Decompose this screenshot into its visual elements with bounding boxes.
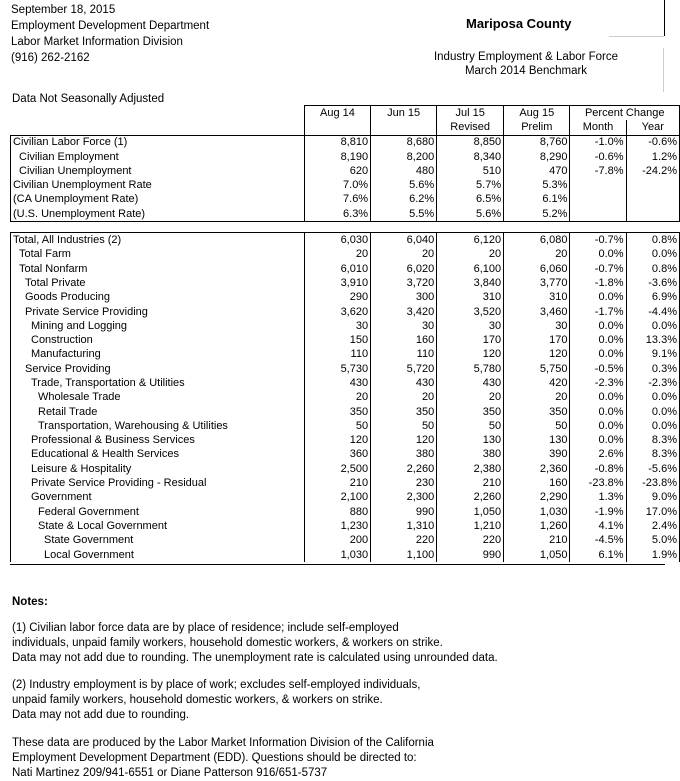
note-3-line: These data are produced by the Labor Market Information Division of the California [12,737,434,749]
cell-value: 6,080 [504,233,570,248]
cell-value: 6.3% [304,207,370,222]
cell-value: 5,750 [504,362,570,376]
cell-value: 8,190 [304,150,370,164]
cell-value: 5,730 [304,362,370,376]
row-label: Private Service Providing - Residual [11,476,305,490]
cell-value: 13.3% [626,333,679,347]
cell-value: 0.0% [570,291,626,305]
cell-value: 8.3% [626,448,679,462]
cell-value: 2,300 [371,491,437,505]
cell-value: -0.6% [626,135,679,150]
cell-value: -0.7% [570,233,626,248]
cell-value: 880 [304,505,370,519]
cell-value: 5,720 [371,362,437,376]
table-row [11,248,680,262]
cell-value: 210 [437,476,504,490]
note-1-line: Data may not add due to rounding. The unemployment rate is calculated using unrounded data. [12,652,498,664]
phone-number: (916) 262-2162 [11,52,90,64]
cell-value: 210 [504,534,570,548]
cell-value: 6,040 [371,233,437,248]
table-row [11,419,680,433]
cell-value: 3,620 [304,305,370,319]
cell-value: 30 [304,319,370,333]
divider [663,48,664,92]
note-1-line: individuals, unpaid family workers, household domestic workers, & workers on strike. [12,637,443,649]
cell-value: 0.0% [570,248,626,262]
cell-value: 290 [304,291,370,305]
cell-value: 6.1% [570,548,626,562]
cell-value: 390 [504,448,570,462]
cell-value: -23.8% [626,476,679,490]
table-row [11,391,680,405]
col-aug14: Aug 14 [304,106,370,121]
row-label: Federal Government [11,505,305,519]
cell-value: -4.4% [626,305,679,319]
row-label: Total Nonfarm [11,262,305,276]
cell-value: 3,770 [504,276,570,290]
cell-value: 2,100 [304,491,370,505]
cell-value: 3,520 [437,305,504,319]
row-label: Total, All Industries (2) [11,233,305,248]
cell-value: 470 [504,164,570,178]
table-bottom-rule [10,564,665,565]
cell-value: 150 [304,333,370,347]
cell-value: -0.6% [570,150,626,164]
cell-value: 2,500 [304,462,370,476]
cell-value: -1.0% [570,135,626,150]
note-1-line: (1) Civilian labor force data are by place of residence; include self-employed [12,622,399,634]
row-label: Professional & Business Services [11,434,305,448]
cell-value: 8.3% [626,434,679,448]
header-info [11,2,209,66]
col-year: Year [626,120,679,135]
cell-value: 350 [437,405,504,419]
cell-value: 0.0% [570,405,626,419]
cell-value: -1.9% [570,505,626,519]
cell-value: 110 [371,348,437,362]
cell-value: 2,260 [437,491,504,505]
row-label: Local Government [11,548,305,562]
cell-value: 6.1% [504,193,570,207]
row-label: State & Local Government [11,519,305,533]
cell-value: 120 [371,434,437,448]
table-row [11,462,680,476]
cell-value: 300 [371,291,437,305]
table-row [11,150,680,164]
cell-value: 7.0% [304,178,370,192]
cell-value: -24.2% [626,164,679,178]
cell-value: 0.0% [570,348,626,362]
cell-value: 220 [371,534,437,548]
cell-value: 3,460 [504,305,570,319]
row-label: Private Service Providing [11,305,305,319]
cell-value: -0.7% [570,262,626,276]
seasonal-note: Data Not Seasonally Adjusted [12,93,165,105]
subtitle-line-2: March 2014 Benchmark [464,65,588,77]
cell-value: 5.5% [371,207,437,222]
cell-value [626,193,679,207]
cell-value: 17.0% [626,505,679,519]
cell-value: 430 [437,376,504,390]
row-label: Educational & Health Services [11,448,305,462]
cell-value: 6,010 [304,262,370,276]
cell-value: 360 [304,448,370,462]
table-row [11,491,680,505]
cell-value: 4.1% [570,519,626,533]
cell-value: 0.0% [570,333,626,347]
cell-value: 110 [304,348,370,362]
note-1 [12,621,498,666]
cell-value: 0.0% [626,405,679,419]
cell-value: 3,910 [304,276,370,290]
cell-value [570,193,626,207]
cell-value: -4.5% [570,534,626,548]
table-row [11,262,680,276]
note-3-line: Nati Martinez 209/941-6551 or Diane Patterson 916/651-5737 [12,767,328,779]
cell-value: 160 [371,333,437,347]
cell-value: 3,420 [371,305,437,319]
table-row [11,319,680,333]
cell-value: 310 [437,291,504,305]
cell-value: -3.6% [626,276,679,290]
cell-value: 3,720 [371,276,437,290]
cell-value: 2,260 [371,462,437,476]
table-row [11,164,680,178]
note-3-line: Employment Development Department (EDD). Questions should be directed to: [12,752,417,764]
cell-value: 1,310 [371,519,437,533]
row-label: Total Farm [11,248,305,262]
cell-value: 1,230 [304,519,370,533]
table-row [11,348,680,362]
cell-value: 1,260 [504,519,570,533]
cell-value: 0.3% [626,362,679,376]
cell-value: 5.6% [371,178,437,192]
cell-value: 50 [371,419,437,433]
cell-value: 8,760 [504,135,570,150]
cell-value: 130 [504,434,570,448]
table-row [11,305,680,319]
row-label: Civilian Employment [11,150,305,164]
cell-value: 2,360 [504,462,570,476]
cell-value: 5.6% [437,207,504,222]
row-label: (CA Unemployment Rate) [11,193,305,207]
cell-value: 0.0% [570,419,626,433]
cell-value: 1,100 [371,548,437,562]
cell-value: 480 [371,164,437,178]
cell-value: 120 [437,348,504,362]
cell-value: 20 [371,391,437,405]
cell-value: 6.2% [371,193,437,207]
row-label: (U.S. Unemployment Rate) [11,207,305,222]
row-label: Construction [11,333,305,347]
cell-value: 0.0% [626,419,679,433]
note-2-line: (2) Industry employment is by place of work; excludes self-employed individuals, [12,679,421,691]
cell-value: 0.0% [626,319,679,333]
cell-value: 1.3% [570,491,626,505]
row-label: State Government [11,534,305,548]
row-label: Retail Trade [11,405,305,419]
cell-value: -7.8% [570,164,626,178]
cell-value: 30 [371,319,437,333]
cell-value: 350 [371,405,437,419]
cell-value: 20 [504,248,570,262]
cell-value: 9.0% [626,491,679,505]
cell-value: -5.6% [626,462,679,476]
cell-value: 1.9% [626,548,679,562]
cell-value: 8,290 [504,150,570,164]
county-title: Mariposa County [466,16,572,31]
cell-value: -23.8% [570,476,626,490]
cell-value: 8,810 [304,135,370,150]
notes-title: Notes: [12,596,48,608]
cell-value: 160 [504,476,570,490]
cell-value: 30 [437,319,504,333]
table-row [11,434,680,448]
cell-value: 2,380 [437,462,504,476]
row-label: Civilian Unemployment Rate [11,178,305,192]
cell-value: 8,680 [371,135,437,150]
row-label: Government [11,491,305,505]
cell-value: -1.7% [570,305,626,319]
cell-value: 430 [304,376,370,390]
cell-value: 1,050 [504,548,570,562]
cell-value: 200 [304,534,370,548]
cell-value: -0.8% [570,462,626,476]
cell-value: 0.0% [626,391,679,405]
cell-value: 20 [304,391,370,405]
cell-value: 6,020 [371,262,437,276]
table-row [11,291,680,305]
note-2-line: unpaid family workers, household domestic workers, & workers on strike. [12,694,383,706]
col-aug15-prelim: Prelim [504,120,570,135]
cell-value: 990 [437,548,504,562]
cell-value: 230 [371,476,437,490]
row-label: Mining and Logging [11,319,305,333]
cell-value: 1.2% [626,150,679,164]
row-label: Leisure & Hospitality [11,462,305,476]
row-label: Civilian Labor Force (1) [11,135,305,150]
cell-value: 1,210 [437,519,504,533]
col-jul15: Jul 15 [437,106,504,121]
cell-value: 6,100 [437,262,504,276]
cell-value: -2.3% [626,376,679,390]
cell-value [570,207,626,222]
cell-value: 1,030 [504,505,570,519]
table-row [11,505,680,519]
cell-value: 20 [304,248,370,262]
cell-value: 7.6% [304,193,370,207]
cell-value: 9.1% [626,348,679,362]
cell-value: 8,850 [437,135,504,150]
cell-value [570,178,626,192]
cell-value: 2.6% [570,448,626,462]
cell-value: 8,200 [371,150,437,164]
cell-value: 5.2% [504,207,570,222]
note-3 [12,736,434,781]
cell-value: 510 [437,164,504,178]
cell-value: 990 [371,505,437,519]
cell-value: 0.0% [570,319,626,333]
table-row [11,178,680,192]
cell-value: 380 [371,448,437,462]
cell-value: 0.0% [570,391,626,405]
cell-value: -2.3% [570,376,626,390]
table-row [11,276,680,290]
subtitle-line-1: Industry Employment & Labor Force [433,51,619,63]
row-label: Transportation, Warehousing & Utilities [11,419,305,433]
cell-value: 6,060 [504,262,570,276]
section-gap [11,222,680,233]
cell-value: 380 [437,448,504,462]
note-2-line: Data may not add due to rounding. [12,709,190,721]
table-row [11,362,680,376]
col-month: Month [570,120,626,135]
table-row [11,233,680,248]
cell-value: 210 [304,476,370,490]
cell-value: 20 [371,248,437,262]
cell-value: 8,340 [437,150,504,164]
table-row [11,333,680,347]
row-label: Total Private [11,276,305,290]
cell-value: 0.8% [626,233,679,248]
cell-value: 5.0% [626,534,679,548]
table-row [11,448,680,462]
cell-value: 20 [437,391,504,405]
cell-value: 420 [504,376,570,390]
cell-value [626,207,679,222]
cell-value: 0.0% [626,248,679,262]
cell-value: -1.8% [570,276,626,290]
table-row [11,534,680,548]
report-date: September 18, 2015 [11,4,116,16]
note-2 [12,678,420,723]
cell-value: -0.5% [570,362,626,376]
table-row [11,476,680,490]
cell-value: 620 [304,164,370,178]
table-row [11,405,680,419]
cell-value: 20 [504,391,570,405]
cell-value: 6,030 [304,233,370,248]
cell-value: 170 [437,333,504,347]
cell-value: 0.8% [626,262,679,276]
cell-value: 0.0% [570,434,626,448]
col-percent-change: Percent Change [570,106,680,121]
cell-value: 430 [371,376,437,390]
row-label: Wholesale Trade [11,391,305,405]
cell-value: 5.3% [504,178,570,192]
cell-value: 120 [504,348,570,362]
row-label: Service Providing [11,362,305,376]
cell-value: 30 [504,319,570,333]
row-label: Manufacturing [11,348,305,362]
row-label: Trade, Transportation & Utilities [11,376,305,390]
cell-value: 50 [437,419,504,433]
cell-value: 120 [304,434,370,448]
cell-value: 5,780 [437,362,504,376]
col-jun15: Jun 15 [371,106,437,121]
cell-value: 130 [437,434,504,448]
cell-value: 2.4% [626,519,679,533]
cell-value: 1,030 [304,548,370,562]
table-row [11,193,680,207]
cell-value: 6.5% [437,193,504,207]
row-label: Goods Producing [11,291,305,305]
table-row [11,548,680,562]
department-name: Employment Development Department [11,20,210,32]
cell-value: 3,840 [437,276,504,290]
cell-value: 310 [504,291,570,305]
cell-value: 220 [437,534,504,548]
cell-value: 350 [504,405,570,419]
col-aug15: Aug 15 [504,106,570,121]
division-name: Labor Market Information Division [11,36,183,48]
report-subtitle [426,50,626,78]
data-table [10,105,680,562]
cell-value: 2,290 [504,491,570,505]
cell-value: 50 [304,419,370,433]
table-row [11,376,680,390]
cell-value: 20 [437,248,504,262]
cell-value: 5.7% [437,178,504,192]
cell-value: 50 [504,419,570,433]
cell-value [626,178,679,192]
table-row [11,519,680,533]
cell-value: 6,120 [437,233,504,248]
cell-value: 350 [304,405,370,419]
col-jul15-revised: Revised [437,120,504,135]
table-row [11,135,680,150]
cell-value: 6.9% [626,291,679,305]
cell-value: 170 [504,333,570,347]
row-label: Civilian Unemployment [11,164,305,178]
table-row [11,207,680,222]
cell-value: 1,050 [437,505,504,519]
